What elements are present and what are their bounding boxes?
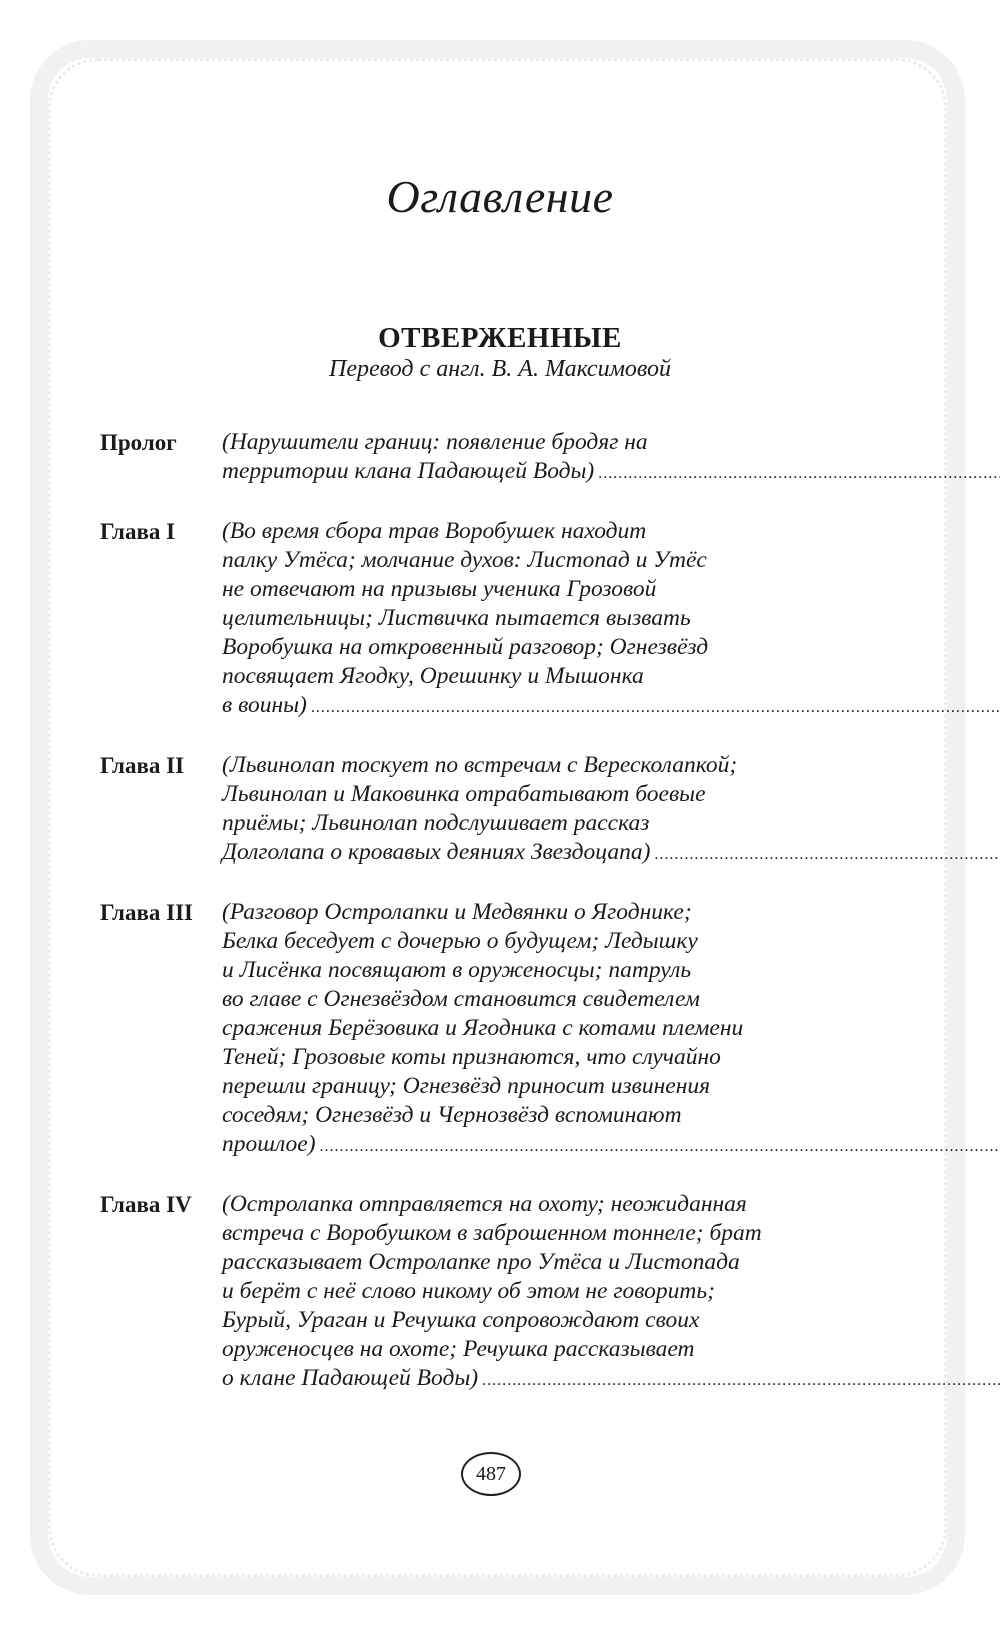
toc-line: Теней; Грозовые коты признаются, что случайно [222, 1044, 721, 1070]
toc-line: и Лисёнка посвящают в оруженосцы; патруль [222, 957, 692, 983]
toc-entry-chapter-1[interactable] [100, 517, 840, 722]
toc-entry-description [222, 428, 1000, 488]
toc-line: оруженосцев на охоте; Речушка рассказывает [222, 1336, 695, 1362]
toc-line: палку Утёса; молчание духов: Листопад и Утёс [222, 547, 707, 573]
page-title: Оглавление [386, 171, 614, 222]
toc-line: (Нарушители границ: появление бродяг на [222, 429, 648, 455]
toc-line: (Разговор Остролапки и Медвянки о Ягоднике; [222, 899, 692, 925]
toc-line: Бурый, Ураган и Речушка сопровождают своих [222, 1307, 700, 1333]
toc-entry-label: Глава IV [100, 1192, 192, 1217]
toc-line: Долголапа о кровавых деяниях Звездоцапа) [222, 839, 651, 865]
toc-entry-description [222, 898, 1000, 1161]
toc-entry-prologue[interactable] [100, 428, 840, 488]
toc-line: не отвечают на призывы ученика Грозовой [222, 576, 657, 602]
toc-line: во главе с Огнезвёздом становится свидетелем [222, 986, 700, 1012]
toc-line: рассказывает Остролапке про Утёса и Листопада [222, 1249, 740, 1275]
toc-line: о клане Падающей Воды) [222, 1365, 479, 1391]
toc-line: (Остролапка отправляется на охоту; неожиданная [222, 1191, 747, 1217]
book-title: ОТВЕРЖЕННЫЕ [378, 322, 622, 354]
toc-entry-label: Глава II [100, 753, 185, 778]
toc-line: (Во время сбора трав Воробушек находит [222, 518, 647, 544]
toc-line: посвящает Ягодку, Орешинку и Мышонка [222, 663, 644, 689]
toc-line: соседям; Огнезвёзд и Чернозвёзд вспоминают [222, 1102, 682, 1128]
toc-line: перешли границу; Огнезвёзд приносит извинения [222, 1073, 711, 1099]
toc-entry-chapter-4[interactable] [100, 1190, 840, 1395]
toc-line: территории клана Падающей Воды) [222, 458, 595, 484]
toc-line: Белка беседует с дочерью о будущем; Ледышку [222, 928, 698, 954]
toc-line: сражения Берёзовика и Ягодника с котами племени [222, 1015, 744, 1041]
toc-line: встреча с Воробушком в заброшенном тоннеле; брат [222, 1220, 762, 1246]
toc-entry-description [222, 1190, 1000, 1395]
toc-entry-description [222, 751, 1000, 869]
dot-leader [598, 459, 1000, 488]
toc-line: (Львинолап тоскует по встречам с Вересколапкой; [222, 752, 738, 778]
page-number: 487 [461, 1452, 521, 1496]
table-of-contents [100, 428, 840, 1395]
dot-leader [482, 1366, 1000, 1395]
toc-line: Воробушка на откровенный разговор; Огнезвёзд [222, 634, 709, 660]
book-subtitle: Перевод с англ. В. А. Максимовой [329, 356, 671, 382]
toc-line: и берёт с неё слово никому об этом не говорить; [222, 1278, 715, 1304]
toc-line: приёмы; Львинолап подслушивает рассказ [222, 810, 650, 836]
dot-leader [320, 1132, 1000, 1161]
toc-line: целительницы; Листвичка пытается вызвать [222, 605, 691, 631]
toc-entry-label: Глава III [100, 900, 193, 925]
dot-leader [654, 840, 1000, 869]
toc-entry-label: Глава I [100, 519, 176, 544]
dot-leader [311, 693, 1000, 722]
toc-entry-label: Пролог [100, 430, 177, 455]
toc-entry-chapter-2[interactable] [100, 751, 840, 869]
toc-line: Львинолап и Маковинка отрабатывают боевые [222, 781, 706, 807]
toc-line: прошлое) [222, 1131, 316, 1157]
toc-line: в воины) [222, 692, 307, 718]
toc-entry-chapter-3[interactable] [100, 898, 840, 1161]
toc-entry-description [222, 517, 1000, 722]
